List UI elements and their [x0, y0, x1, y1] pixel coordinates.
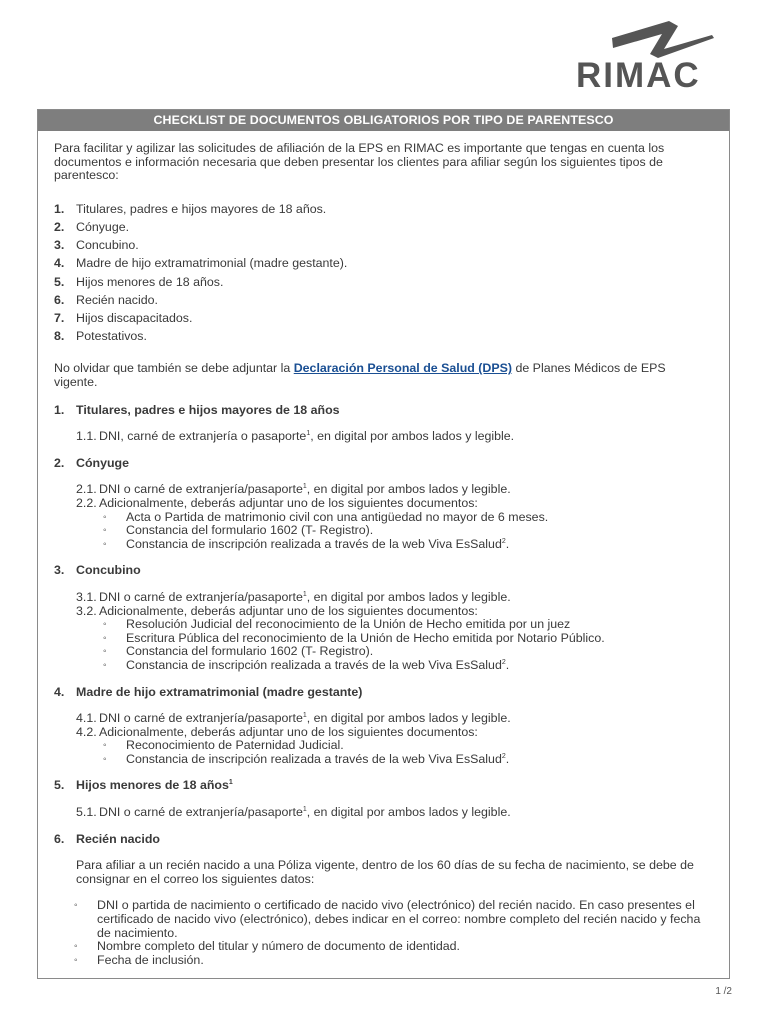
- section-title: 1. Titulares, padres e hijos mayores de 18 años: [54, 402, 340, 417]
- recien-nacido-paragraph: Para afiliar a un recién nacido a una Póliza vigente, dentro de los 60 días de su fecha de nacimiento, se debe de consignar en el correo los siguientes datos:: [76, 858, 694, 886]
- checklist-box: [37, 109, 730, 979]
- rimac-logo-mark: [572, 18, 732, 92]
- list-item: 2. Cónyuge.: [54, 219, 130, 234]
- list-item: 3. Concubino.: [54, 238, 139, 253]
- checklist-banner: CHECKLIST DE DOCUMENTOS OBLIGATORIOS POR TIPO DE PARENTESCO: [38, 110, 729, 131]
- section-title: 3. Concubino: [54, 563, 141, 578]
- list-item: ◦ Escritura Pública del reconocimiento de la Unión de Hecho emitida por Notario Público.: [103, 630, 605, 645]
- dps-link[interactable]: Declaración Personal de Salud (DPS): [293, 361, 513, 376]
- list-item: ◦ Acta o Partida de matrimonio civil con una antigüedad no mayor de 6 meses.: [103, 509, 549, 524]
- intro-paragraph: Para facilitar y agilizar las solicitudes de afiliación de la EPS en RIMAC es importante que tengas en cuenta los documentos e información necesaria que deben presentar los clientes para afiliar según los siguientes tipos de parentesco:: [54, 141, 665, 183]
- list-item: 1. Titulares, padres e hijos mayores de 18 años.: [54, 201, 327, 216]
- rimac-logo: [572, 18, 732, 92]
- section-hijos-menores: [54, 779, 712, 819]
- list-item: 5. Hijos menores de 18 años.: [54, 274, 224, 289]
- section-titulares: [54, 404, 712, 444]
- list-item: ◦ Constancia de inscripción realizada a través de la web Viva EsSalud$^2$.: [103, 536, 510, 551]
- list-item: 2.2. Adicionalmente, deberás adjuntar uno de los siguientes documentos:: [76, 495, 478, 510]
- list-item: ◦ Constancia del formulario 1602 (T- Registro).: [103, 644, 374, 659]
- section-recien-nacido: [54, 833, 712, 968]
- list-item: ◦ Constancia de inscripción realizada a través de la web Viva EsSalud$^2$.: [103, 657, 510, 672]
- list-item: 1.1. DNI, carné de extranjería o pasaporte$^1$, en digital por ambos lados y legible.: [76, 429, 515, 444]
- list-item: ◦ Nombre completo del titular y número de documento de identidad.: [74, 939, 460, 954]
- list-item: 7. Hijos discapacitados.: [54, 311, 193, 325]
- section-title: 4. Madre de hijo extramatrimonial (madre gestante): [54, 684, 363, 699]
- rimac-logo-text: RIMAC: [576, 56, 701, 92]
- section-conyuge: [54, 457, 712, 552]
- list-item: ◦ Fecha de inclusión.: [74, 952, 204, 967]
- list-item: 4.1. DNI o carné de extranjería/pasaporte$^1$, en digital por ambos lados y legible.: [76, 711, 511, 726]
- list-item: 2.1. DNI o carné de extranjería/pasaporte$^1$, en digital por ambos lados y legible.: [76, 482, 511, 497]
- list-item: ◦ Resolución Judicial del reconocimiento de la Unión de Hecho emitida por un juez: [103, 617, 571, 632]
- list-item: 6. Recién nacido.: [54, 292, 158, 307]
- section-concubino: [54, 564, 712, 672]
- summary-list: [54, 200, 712, 346]
- list-item: ◦ DNI o partida de nacimiento o certificado de nacido vivo (electrónico) del recién nacido. En caso presentes el certificado de nacido vivo (electrónico), debes indicar en el correo: nombre completo del recién nacido y fecha de nacimiento.: [74, 898, 701, 940]
- list-item: ◦ Constancia de inscripción realizada a través de la web Viva EsSalud$^2$.: [103, 751, 510, 766]
- page-number: 1 /2: [715, 986, 732, 997]
- checklist-content: [38, 131, 729, 967]
- section-title: 5. Hijos menores de 18 años$^1$: [54, 778, 233, 793]
- section-madre-gestante: [54, 686, 712, 767]
- list-item: 3.2. Adicionalmente, deberás adjuntar uno de los siguientes documentos:: [76, 603, 478, 618]
- list-item: 4. Madre de hijo extramatrimonial (madre gestante).: [54, 256, 348, 271]
- section-title: 2. Cónyuge: [54, 455, 130, 470]
- section-title: 6. Recién nacido: [54, 831, 161, 846]
- list-item: ◦ Reconocimiento de Paternidad Judicial.: [103, 738, 344, 753]
- list-item: 4.2. Adicionalmente, deberás adjuntar uno de los siguientes documentos:: [76, 724, 478, 739]
- list-item: 8. Potestativos.: [54, 329, 147, 344]
- list-item: ◦ Constancia del formulario 1602 (T- Registro).: [103, 523, 374, 538]
- dps-note: No olvidar que también se debe adjuntar la Declaración Personal de Salud (DPS) de Planes Médicos de EPS vigente.: [54, 361, 666, 389]
- list-item: 3.1. DNI o carné de extranjería/pasaporte$^1$, en digital por ambos lados y legible.: [76, 589, 511, 604]
- list-item: 5.1. DNI o carné de extranjería/pasaporte$^1$, en digital por ambos lados y legible.: [76, 805, 511, 820]
